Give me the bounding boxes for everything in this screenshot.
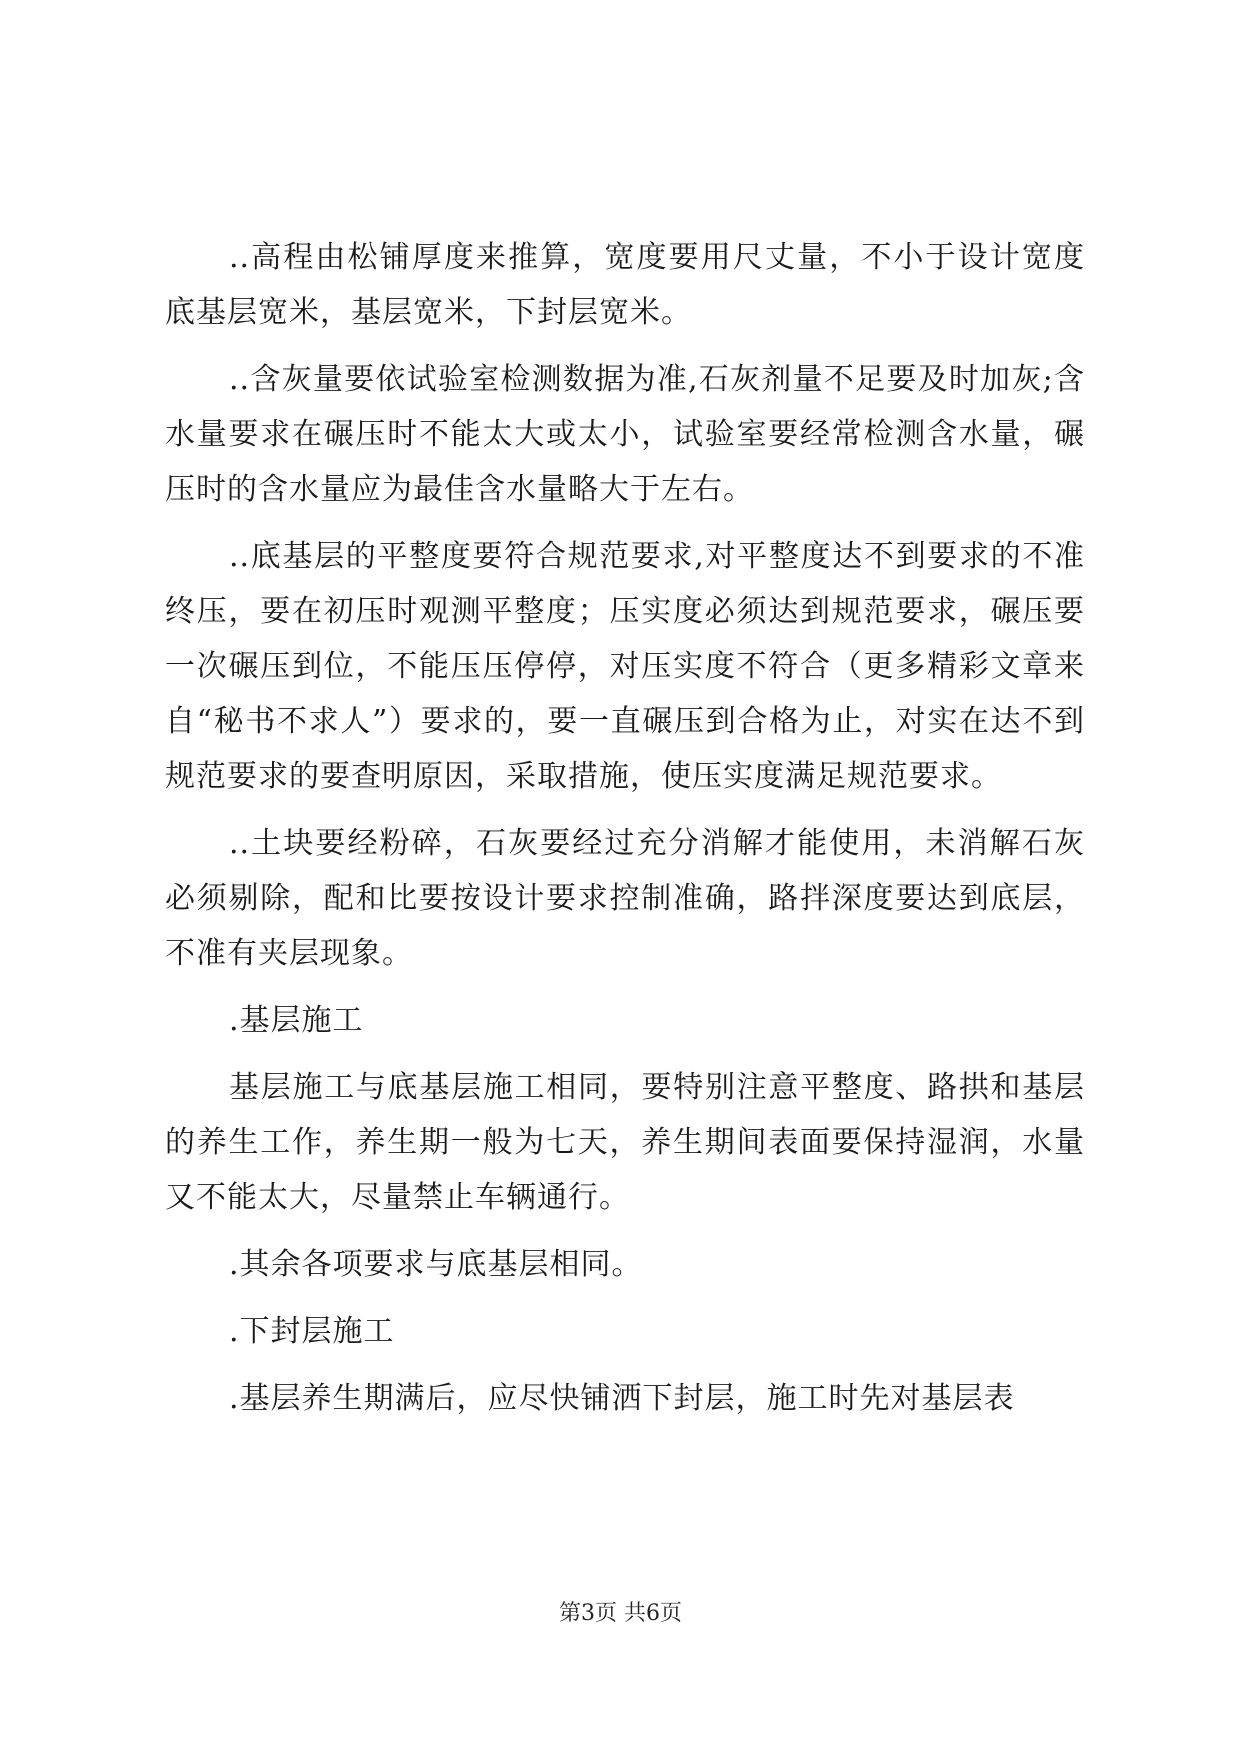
heading-lower-seal-construction: .下封层施工 <box>229 1314 395 1349</box>
paragraph-other-requirements: .其余各项要求与底基层相同。 <box>229 1247 643 1282</box>
page-number-footer: 第3页 共6页 <box>559 1601 682 1626</box>
paragraph-lower-seal-start: .基层养生期满后，应尽快铺洒下封层，施工时先对基层表 <box>229 1381 1015 1416</box>
document-body <box>165 230 1085 1438</box>
paragraph-lime-water-content: ..含灰量要依试验室检测数据为准,石灰剂量不足要及时加灰;含水量要求在碾压时不能太大或太小，试验室要经常检测含水量，碾压时的含水量应为最佳含水量略大于左右。 <box>165 362 1085 507</box>
paragraph-base-construction: 基层施工与底基层施工相同，要特别注意平整度、路拱和基层的养生工作，养生期一般为七天，养生期间表面要保持湿润，水量又不能太大，尽量禁止车辆通行。 <box>165 1070 1085 1215</box>
paragraph-soil-lime-mixing: ..土块要经粉碎，石灰要经过充分消解才能使用，未消解石灰必须剔除，配和比要按设计要求控制准确，路拌深度要达到底层，不准有夹层现象。 <box>165 826 1085 971</box>
paragraph-elevation-width: ..高程由松铺厚度来推算，宽度要用尺丈量，不小于设计宽度底基层宽米，基层宽米，下封层宽米。 <box>165 240 1085 330</box>
heading-base-construction: .基层施工 <box>229 1003 364 1038</box>
paragraph-flatness-compaction: ..底基层的平整度要符合规范要求,对平整度达不到要求的不准终压，要在初压时观测平整度；压实度必须达到规范要求，碾压要一次碾压到位，不能压压停停，对压实度不符合（更多精彩文章来自“秘书不求人”）要求的，要一直碾压到合格为止，对实在达不到规范要求的要查明原因，采取措施，使压实度满足规范要求。 <box>165 539 1085 794</box>
